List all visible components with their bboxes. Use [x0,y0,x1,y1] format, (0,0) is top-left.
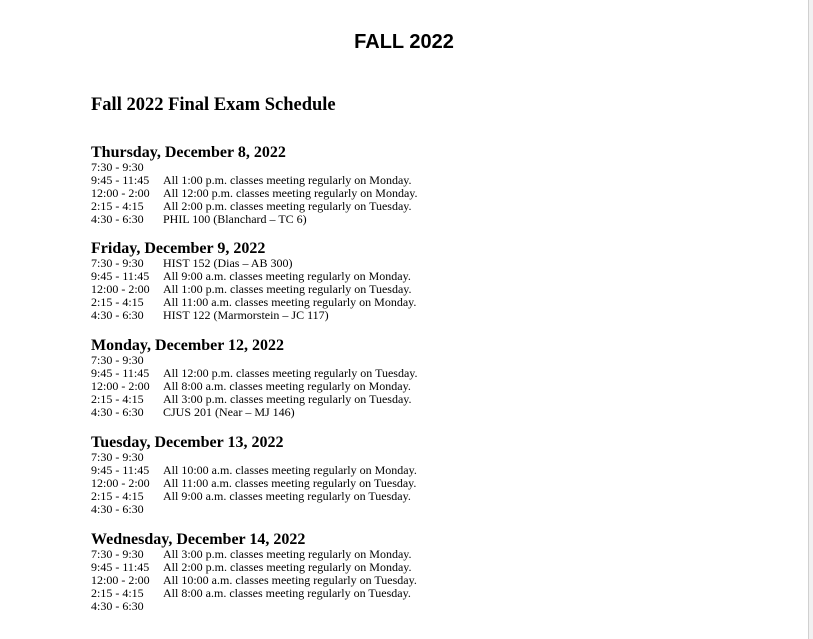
exam-description: PHIL 100 (Blanchard – TC 6) [163,212,307,226]
exam-day-tuesday [91,434,417,516]
exam-row [91,600,417,613]
exam-description: HIST 122 (Marmorstein – JC 117) [163,308,329,322]
exam-time: 12:00 - 2:00 [91,282,150,296]
day-title: Friday, December 9, 2022 [91,240,266,257]
exam-row [91,213,418,226]
exam-time: 9:45 - 11:45 [91,173,150,187]
exam-time: 4:30 - 6:30 [91,405,144,419]
day-title: Thursday, December 8, 2022 [91,144,286,161]
exam-description: CJUS 201 (Near – MJ 146) [163,405,295,419]
exam-time: 12:00 - 2:00 [91,186,150,200]
exam-time: 12:00 - 2:00 [91,573,150,587]
exam-description: All 9:00 a.m. classes meeting regularly on Monday. [163,269,411,283]
exam-description: All 8:00 a.m. classes meeting regularly on Monday. [163,379,411,393]
exam-time: 9:45 - 11:45 [91,560,150,574]
exam-description: All 2:00 p.m. classes meeting regularly on Tuesday. [163,199,412,213]
exam-time: 4:30 - 6:30 [91,502,144,516]
exam-time: 2:15 - 4:15 [91,489,144,503]
exam-time: 4:30 - 6:30 [91,212,144,226]
exam-row [91,503,417,516]
exam-description: All 10:00 a.m. classes meeting regularly on Monday. [163,463,417,477]
exam-time: 7:30 - 9:30 [91,450,144,464]
exam-day-thursday [91,144,418,226]
exam-time: 12:00 - 2:00 [91,476,150,490]
exam-time: 9:45 - 11:45 [91,463,150,477]
exam-time: 7:30 - 9:30 [91,353,144,367]
exam-row [91,406,418,419]
exam-description: All 11:00 a.m. classes meeting regularly on Monday. [163,295,417,309]
exam-time: 9:45 - 11:45 [91,366,150,380]
document-title: Fall 2022 Final Exam Schedule [91,95,336,115]
exam-description: All 2:00 p.m. classes meeting regularly on Monday. [163,560,412,574]
exam-time: 7:30 - 9:30 [91,256,144,270]
exam-time: 2:15 - 4:15 [91,586,144,600]
exam-description: All 12:00 p.m. classes meeting regularly on Tuesday. [163,366,418,380]
exam-day-wednesday [91,531,417,613]
exam-description: All 3:00 p.m. classes meeting regularly on Monday. [163,547,412,561]
exam-time: 12:00 - 2:00 [91,379,150,393]
exam-description: All 3:00 p.m. classes meeting regularly on Tuesday. [163,392,412,406]
exam-day-monday [91,337,418,419]
exam-day-friday [91,240,416,322]
exam-time: 2:15 - 4:15 [91,392,144,406]
exam-time: 9:45 - 11:45 [91,269,150,283]
exam-description: All 9:00 a.m. classes meeting regularly on Tuesday. [163,489,411,503]
day-title: Wednesday, December 14, 2022 [91,531,306,548]
exam-description: HIST 152 (Dias – AB 300) [163,256,293,270]
page-edge-shadow [809,0,813,639]
exam-description: All 10:00 a.m. classes meeting regularly on Tuesday. [163,573,417,587]
exam-time: 2:15 - 4:15 [91,295,144,309]
exam-description: All 11:00 a.m. classes meeting regularly on Tuesday. [163,476,417,490]
page-heading: FALL 2022 [354,31,454,53]
exam-description: All 1:00 p.m. classes meeting regularly on Tuesday. [163,282,412,296]
exam-time: 7:30 - 9:30 [91,547,144,561]
exam-time: 2:15 - 4:15 [91,199,144,213]
day-title: Tuesday, December 13, 2022 [91,434,284,451]
exam-description: All 12:00 p.m. classes meeting regularly on Monday. [163,186,418,200]
exam-time: 4:30 - 6:30 [91,599,144,613]
day-title: Monday, December 12, 2022 [91,337,285,354]
exam-description: All 1:00 p.m. classes meeting regularly on Monday. [163,173,412,187]
exam-row [91,309,416,322]
exam-time: 4:30 - 6:30 [91,308,144,322]
exam-time: 7:30 - 9:30 [91,160,144,174]
exam-description: All 8:00 a.m. classes meeting regularly on Tuesday. [163,586,411,600]
